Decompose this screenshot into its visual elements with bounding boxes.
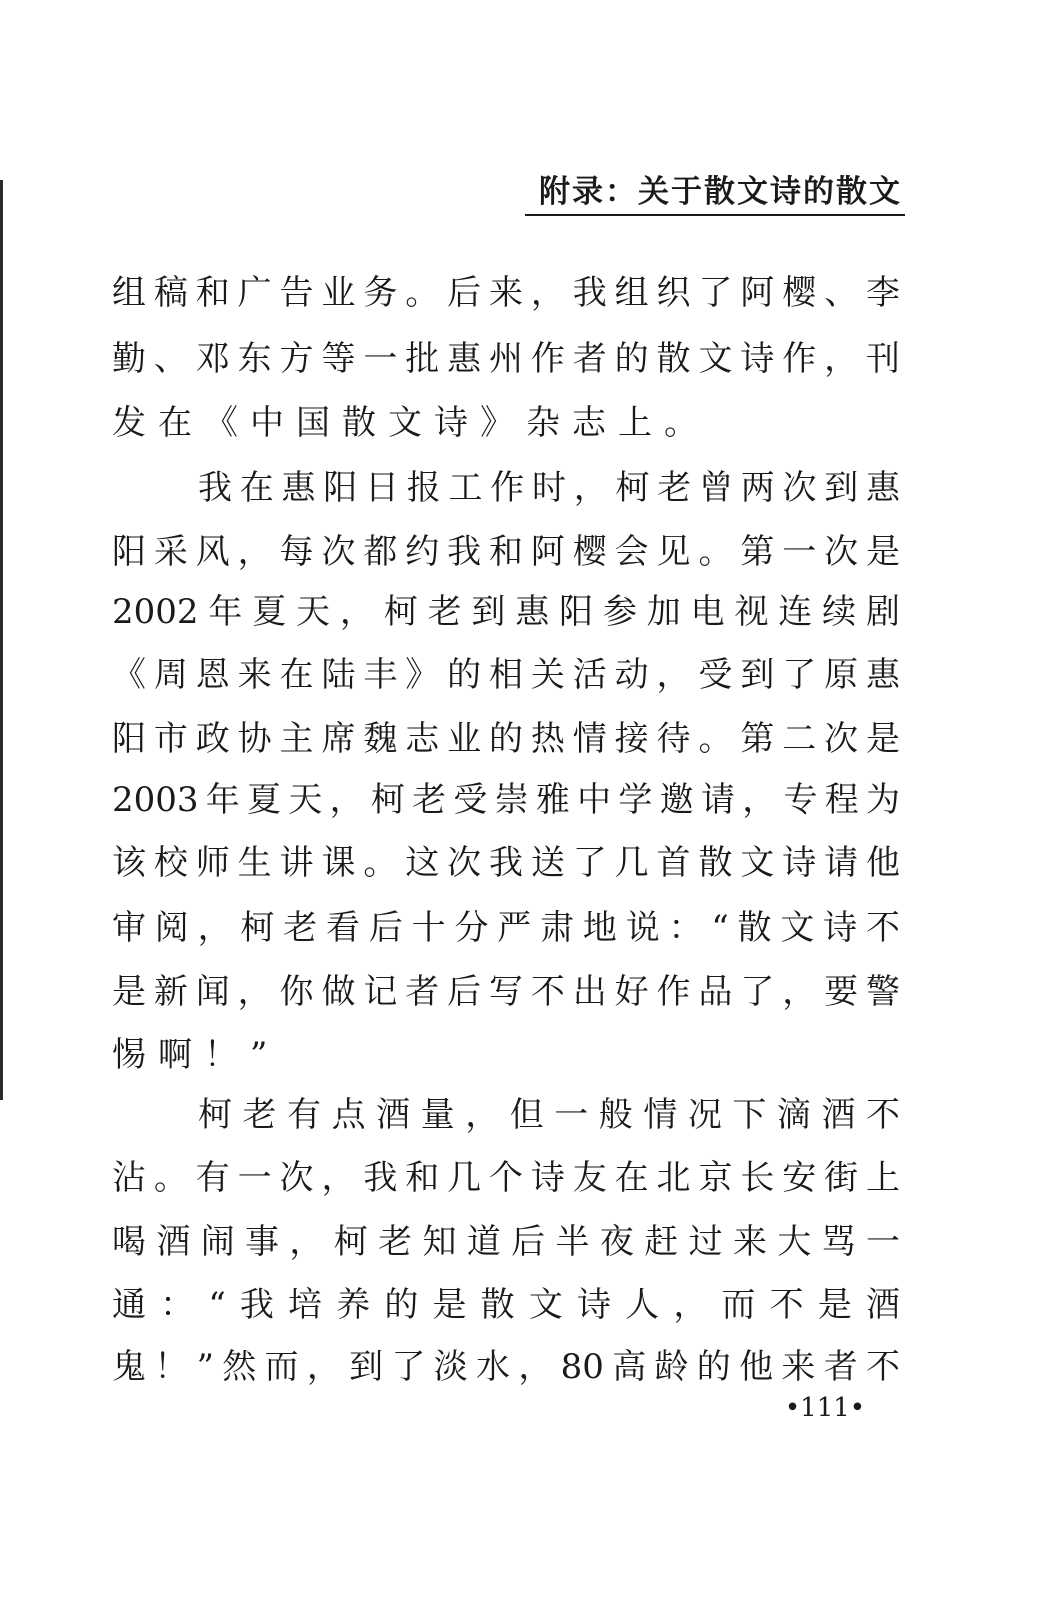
text-line: 柯老有点酒量，但一般情况下滴酒不 <box>198 1095 900 1135</box>
text-line: 鬼！”然而，到了淡水，80高龄的他来者不 <box>112 1347 900 1387</box>
text-line: 沾。有一次，我和几个诗友在北京长安街上 <box>112 1158 900 1198</box>
text-line: 审阅，柯老看后十分严肃地说：“散文诗不 <box>112 908 900 948</box>
text-line: 该校师生讲课。这次我送了几首散文诗请他 <box>112 843 900 883</box>
running-header-title: 附录：关于散文诗的散文 <box>539 174 902 210</box>
text-line: 我在惠阳日报工作时，柯老曾两次到惠 <box>198 468 900 508</box>
header-rule <box>525 214 905 216</box>
page-binding-edge <box>0 180 3 1100</box>
text-line: 发在《中国散文诗》杂志上。 <box>112 403 710 443</box>
text-line: 2003年夏天，柯老受崇雅中学邀请，专程为 <box>112 780 900 820</box>
text-line: 2002年夏天，柯老到惠阳参加电视连续剧 <box>112 592 900 632</box>
text-line: 阳市政协主席魏志业的热情接待。第二次是 <box>112 719 900 759</box>
page-number: •111• <box>784 1393 866 1423</box>
text-line: 惕啊！” <box>112 1035 280 1075</box>
text-line: 《周恩来在陆丰》的相关活动，受到了原惠 <box>112 655 900 695</box>
text-line: 喝酒闹事，柯老知道后半夜赶过来大骂一 <box>112 1222 900 1262</box>
text-line: 通：“我培养的是散文诗人，而不是酒 <box>112 1285 900 1325</box>
text-line: 组稿和广告业务。后来，我组织了阿樱、李 <box>112 273 900 313</box>
text-line: 勤、邓东方等一批惠州作者的散文诗作，刊 <box>112 339 900 379</box>
text-line: 阳采风，每次都约我和阿樱会见。第一次是 <box>112 532 900 572</box>
text-line: 是新闻，你做记者后写不出好作品了，要警 <box>112 972 900 1012</box>
